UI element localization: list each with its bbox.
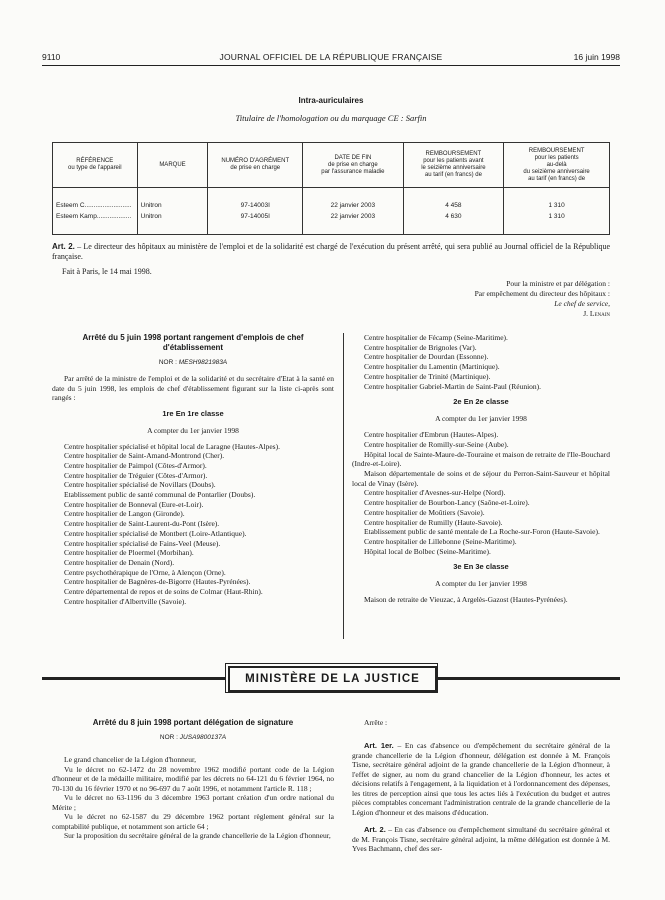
list-item: Centre hospitalier Gabriel-Martin de Saint-Paul (Réunion). [364,381,542,391]
list-item: Centre hospitalier spécialisé de Montbert (Loire-Atlantique). [64,528,247,538]
arrete-1-intro: Par arrêté de la ministre de l'emploi et de la solidarité et du secrétaire d'Etat à la santé en date du 5 juin 1998, les emplois de chef d'établissement figurant sur la liste ci-après sont rangés : [52,374,334,402]
list-item: Centre hospitalier d'Avesnes-sur-Helpe (Nord). [364,488,506,498]
page-number: 9110 [42,52,61,62]
th-remb-apres: REMBOURSEMENT pour les patients au-delà du seizième anniversaire au tarif (en francs) de [504,143,610,188]
ministry-band-left [42,677,225,680]
list-item: Centre hospitalier de Moûtiers (Savoie). [364,507,485,517]
visa-paragraph: Le grand chancelier de la Légion d'honneur, [64,755,197,764]
class-3-title: 3e En 3e classe [453,562,509,572]
class-1-list [52,442,334,607]
arrete-1-title: Arrêté du 5 juin 1998 portant rangement d'emplois de chef d'établissement [82,333,304,352]
visa-paragraph: Sur la proposition du secrétaire général de la grande chancellerie de la Légion d'honneur, [64,831,331,840]
list-item: Maison de retraite de Vieuzac, à Argelès-Gazost (Hautes-Pyrénées). [364,595,568,605]
arrete-2-article-1: Art. 1er. – En cas d'absence ou d'empêchement du secrétaire général de la grande chancellerie de la Légion d'honneur, délégation est donnée à M. François Tisne, secrétaire général adjoint de la grande chancellerie de la Légion d'honneur, à l'effet de signer, au nom du grand chancelier de la Légion d'honneur, les actes et décisions relatifs à l'engagement, à la liquidation et à l'ordonnancement des dépenses, les titres de perception ainsi que tous les actes liés à l'exécution du budget et autres pièces comptables concernant l'administration centrale de la grande chancellerie de la Légion d'honneur et des maisons d'éducation. [352,741,610,817]
list-item: Centre hospitalier de Lillebonne (Seine-Maritime). [364,536,517,546]
th-date-fin: DATE DE FIN de prise en charge par l'assurance maladie [303,143,403,188]
list-item: Centre hospitalier de Rumilly (Haute-Savoie). [364,517,503,527]
list-item: Maison départementale de soins et de séjour du Perron-Saint-Sauveur et hôpital local de Vinay (Isère). [352,469,610,488]
list-item: Centre hospitalier spécialisé de Novillars (Doubs). [64,480,216,490]
list-item: Centre hospitalier de Ploermel (Morbihan). [64,548,194,558]
column-divider [343,333,344,639]
section-title: Intra-auriculaires [298,96,364,105]
ministry-title: MINISTÈRE DE LA JUSTICE [228,666,437,692]
arrete-2-visas [52,755,334,841]
list-item: Etablissement public de santé mentale de La Roche-sur-Foron (Haute-Savoie). [364,527,600,537]
article-2-text: – Le directeur des hôpitaux au ministère de l'emploi et de la solidarité est chargé de l'exécution du présent arrêté, qui sera publié au Journal officiel de la République française. [52,242,611,261]
list-item: Centre hospitalier de Bourbon-Lancy (Saône-et-Loire). [364,498,530,508]
class-2-date: A compter du 1er janvier 1998 [435,414,527,424]
th-remb-avant: REMBOURSEMENT pour les patients avant le seizième anniversaire au tarif (en francs) de [403,143,504,188]
issue-date: 16 juin 1998 [573,52,620,62]
arrete-1-left-column [52,333,334,606]
article-2-label: Art. 2. [52,242,75,251]
class-3-date: A compter du 1er janvier 1998 [435,579,527,589]
signature-block [380,279,610,319]
signature-name: J. Lenain [583,309,610,318]
arrete-word: Arrête : [364,718,388,727]
class-3-list [352,595,610,605]
list-item: Hôpital local de Bolbec (Seine-Maritime). [364,546,491,556]
list-item: Centre hospitalier de Langon (Gironde). [64,509,185,519]
list-item: Centre hospitalier d'Embrun (Hautes-Alpes). [364,430,499,440]
header-rule [42,65,620,66]
list-item: Centre hospitalier de Saint-Laurent-du-Pont (Isère). [64,519,220,529]
table-header-row [53,143,610,188]
cell-date-fin: 22 janvier 2003 22 janvier 2003 [303,188,403,235]
list-item: Centre hospitalier de Denain (Nord). [64,557,175,567]
class-1-continued-list [352,333,610,391]
class-1-date: A compter du 1er janvier 1998 [147,425,239,435]
class-1-title: 1re En 1re classe [162,408,224,418]
signature-role: Le chef de service, [554,299,610,308]
list-item: Centre départemental de repos et de soins de Colmar (Haut-Rhin). [64,587,263,597]
list-item: Centre hospitalier spécialisé et hôpital local de Laragne (Hautes-Alpes). [64,441,280,451]
visa-paragraph: Vu le décret no 62-1472 du 28 novembre 1962 modifié portant code de la Légion d'honneur et de la médaille militaire, modifié par les décrets no 64-121 du 6 février 1964, no 70-130 du 16 février 1970 et no 96-697 du 7 août 1996, et notamment l'article R. 118 ; [52,764,334,793]
fait-a-paris: Fait à Paris, le 14 mai 1998. [62,267,152,276]
list-item: Centre hospitalier de Tréguier (Côtes-d'Armor). [64,470,208,480]
signature-line-2: Par empêchement du directeur des hôpitaux : [474,289,610,298]
list-item: Etablissement public de santé communal de Pontarlier (Doubs). [64,490,256,500]
class-2-list [352,430,610,556]
article-2 [52,242,610,262]
cell-reference: Esteem C.......................... Esteem Kamp................... [53,188,138,235]
arrete-2-nor: NOR : JUSA9800137A [159,734,227,741]
list-item: Centre hospitalier d'Albertville (Savoie). [64,596,187,606]
list-item: Centre psychothérapique de l'Orne, à Alençon (Orne). [64,567,226,577]
table-row [53,188,610,235]
list-item: Centre hospitalier du Lamentin (Martinique). [364,362,500,372]
arrete-2-title: Arrêté du 8 juin 1998 portant délégation de signature [92,718,294,727]
th-agrement: NUMÉRO D'AGRÉMENT de prise en charge [208,143,303,188]
cell-remb-avant: 4 458 4 630 [403,188,504,235]
list-item: Hôpital local de Sainte-Maure-de-Touraine et maison de retraite de l'Ile-Bouchard (Indre-et-Loire). [352,449,610,469]
list-item: Centre hospitalier de Bonneval (Eure-et-Loir). [64,499,204,509]
cell-marque: Unitron Unitron [137,188,208,235]
ministry-band-right [436,677,620,680]
arrete-2-article-2: Art. 2. – En cas d'absence ou d'empêchement simultané du secrétaire général et de M. François Tisne, secrétaire général adjoint, la même délégation est donnée à M. Yves Bachmann, chef des ser- [352,825,610,853]
signature-line-1: Pour la ministre et par délégation : [506,279,610,288]
journal-title: JOURNAL OFFICIEL DE LA RÉPUBLIQUE FRANÇAISE [219,52,443,62]
cell-agrement: 97-14003I 97-14005I [208,188,303,235]
list-item: Centre hospitalier de Brignoles (Var). [364,342,477,352]
visa-paragraph: Vu le décret no 63-1196 du 3 décembre 1963 portant création d'un ordre national du Mérite ; [52,793,334,812]
list-item: Centre hospitalier de Saint-Amand-Montrond (Cher). [64,451,225,461]
arrete-2-left-column [52,718,334,841]
list-item: Centre hospitalier de Bagnères-de-Bigorre (Hautes-Pyrénées). [64,577,251,587]
arrete-2-right-column [352,718,610,854]
visa-paragraph: Vu le décret no 62-1587 du 29 décembre 1962 portant règlement général sur la comptabilité publique, et notamment son article 64 ; [52,812,334,831]
section-subtitle: Titulaire de l'homologation ou du marquage CE : Sarfin [235,113,427,123]
list-item: Centre hospitalier de Romilly-sur-Seine (Aube). [364,439,509,449]
list-item: Centre hospitalier de Trinité (Martinique). [364,371,491,381]
list-item: Centre hospitalier de Paimpol (Côtes-d'Armor). [64,460,207,470]
arrete-1-nor: NOR : MESH9821983A [158,359,228,366]
reimbursement-table [52,142,610,235]
th-marque: MARQUE [137,143,208,188]
arrete-1-right-column [352,333,610,605]
cell-remb-apres: 1 310 1 310 [504,188,610,235]
page-header [42,52,620,64]
class-2-title: 2e En 2e classe [453,397,509,407]
th-reference: RÉFÉRENCE ou type de l'appareil [53,143,138,188]
list-item: Centre hospitalier de Fécamp (Seine-Maritime). [364,333,508,342]
list-item: Centre hospitalier de Dourdan (Essonne). [364,352,489,362]
list-item: Centre hospitalier spécialisé de Fains-Veel (Meuse). [64,538,221,548]
